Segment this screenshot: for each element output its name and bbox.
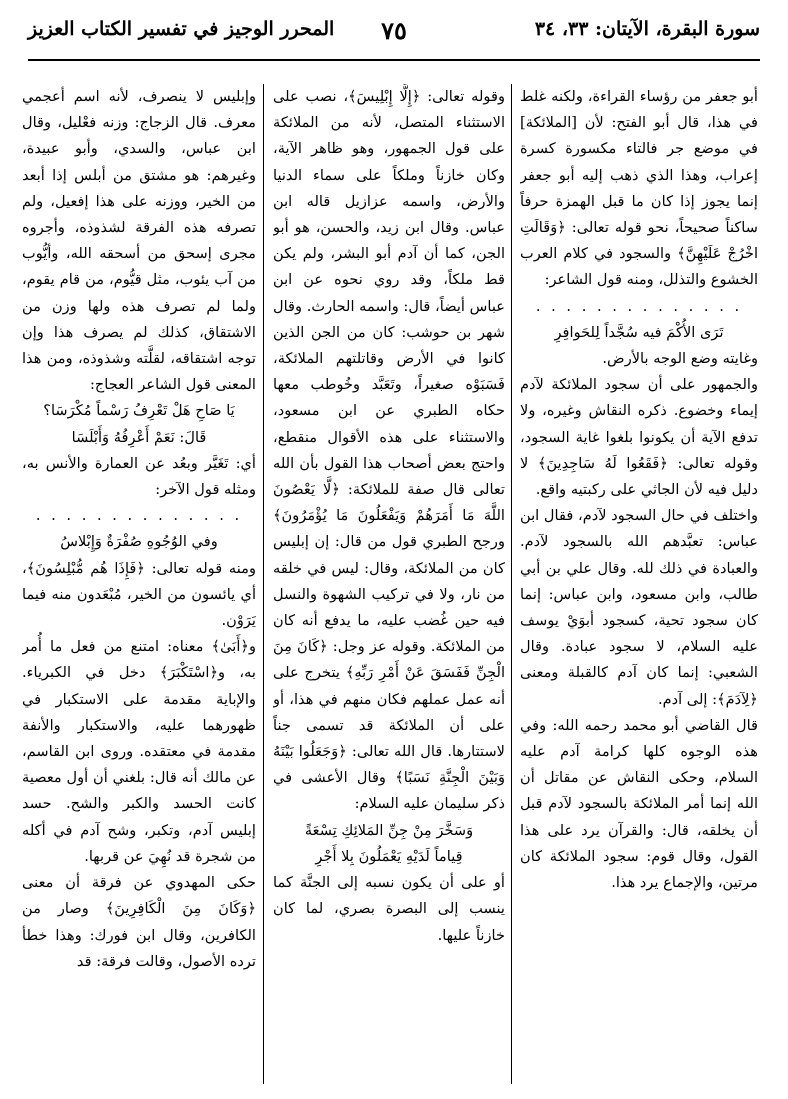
paragraph: وقوله تعالى: ﴿إِلَّا إِبْلِيسَ﴾، نصب على الاستثناء المتصل، لأنه من الملائكة على قول الجمهور، وهو ظاهر الآية، وكان خازناً وملكاً على سماء الدنيا والأرض، واسمه عزازيل قاله ابن عباس. وقال ابن زيد، والحسن، هو أبو الجن، كما أن آدم أبو البشر، ولم يكن قط ملكاً، وقد روي نحوه عن ابن عباس أيضاً، قال: واسمه الحارث. وقال شهر بن حوشب: كان من الجن الذين كانوا في الأرض وقاتلتهم الملائكة، فَسَبَوْه صغيراً، وتَعَبَّد وخُوطب معها حكاه الطبري عن ابن مسعود، والاستثناء على هذه الأقوال منقطع، واحتج بعض أصحاب هذا القول بأن الله تعالى قال صفة للملائكة: ﴿لَّا يَعْصُونَ اللَّهَ مَا أَمَرَهُمْ وَيَفْعَلُونَ مَا يُؤْمَرُونَ﴾ ورجح الطبري قول من قال: إن إبليس كان من الملائكة، وقال: ليس في خلقه من نار، ولا في تركيب الشهوة والنسل فيه حين غُضب عليه، ما يدفع أنه كان من الملائكة. وقوله عز وجل: ﴿كَانَ مِنَ الْجِنِّ فَفَسَقَ عَنْ أَمْرِ رَبِّهِ﴾ يتخرج على أنه عمل عملهم فكان منهم في هذا، أو على أن الملائكة قد تسمى جناً لاستتارها. قال الله تعالى: ﴿وَجَعَلُوا بَيْنَهُ وَبَيْنَ الْجِنَّةِ نَسَبًا﴾ وقال الأعشى في ذكر سليمان عليه السلام: — [273, 88, 505, 813]
paragraph: أي: تَغَيَّر وبعُد عن العمارة والأنس به، ومثله قول الآخر: — [22, 454, 256, 499]
column-left — [22, 84, 256, 1084]
paragraph: أبو جعفر من رؤساء القراءة، ولكنه غلط في هذا، قال أبو الفتح: لأن [الملائكة] في موضع جر فالتاء مكسورة كسرة إعراب، وهذا الذي ذهب إليه أبو جعفر إنما يجوز إذا كان ما قبل الهمزة حرفاً ساكناً صحيحاً، نحو قوله تعالى: ﴿وَقَالَتِ اخْرُجْ عَلَيْهِنَّ﴾ والسجود في كلام العرب الخشوع والتذلل، ومنه قول الشاعر: — [520, 88, 758, 289]
paragraph: و﴿أَبَىٰ﴾ معناه: امتنع من فعل ما أُمر به، و﴿اسْتَكْبَرَ﴾ دخل في الكبرياء. والإباية مقدمة على الاستكبار في ظهورهما عليه، والاستكبار والأنفة مقدمة في معتقده. وروى ابن القاسم، عن مالك أنه قال: بلغني أن أول معصية كانت الحسد والكبر والشح. حسد إبليس آدم، وتكبر، وشح آدم في أكله من شجرة قد نُهِيَ عن قربها. — [22, 638, 256, 865]
paragraph: وإبليس لا ينصرف، لأنه اسم أعجمي معرف. قال الزجاج: وزنه فعْليل، وقال ابن عباس، والسدي، وأبو عبيدة، وغيرهم: هو مشتق من أبلس إذا أبعد من الخير، ووزنه على هذا إفعيل، ولم تصرفه هذه الفرقة لشذوذه، وأجروه مجرى إسحق من أسحقه الله، وأيُّوب من آب يئوب، مثل قيُّوم، من قام يقوم، ولما لم تصرف هذه ولها وزن من الاشتقاق، كذلك لم يصرف هذا وإن توجه اشتقاقه، لقلَّته وشذوذه، ومن هذا المعنى قول الشاعر العجاج: — [22, 88, 256, 394]
page-number: ٧٥ — [381, 16, 407, 45]
poetry-verse: يَا صَاحِ هَلْ تَعْرِفُ رَسْماً مُكْرَسَا؟ — [43, 402, 235, 420]
verse-omission: . . . . . . . . . . . . . . — [35, 507, 243, 525]
page-header — [28, 18, 760, 58]
paragraph: أو على أن يكون نسبه إلى الجنَّة كما ينسب إلى البصرة بصري، لما كان خازناً عليها. — [273, 874, 505, 944]
paragraph: ومنه قوله تعالى: ﴿فَإِذَا هُم مُّبْلِسُونَ﴾، أي يائسون من الخير، مُبْعَدون منه فيما يَرَوْن. — [22, 559, 256, 630]
column-divider — [263, 84, 264, 1084]
book-title: المحرر الوجيز في تفسير الكتاب العزيز — [28, 18, 335, 40]
poetry-verse: وَسَخَّرَ مِنْ جِنِّ المَلائِكِ تِسْعَةً — [304, 821, 474, 839]
poetry-verse: قِياماً لَدَيْهِ يَعْمَلُونَ بِلا أَجْرِ — [315, 847, 463, 865]
poetry-verse: قَالَ: نَعَمْ أَعْرِفُهُ وَأَبْلَسَا — [71, 428, 207, 446]
column-divider — [511, 84, 512, 1084]
paragraph: حكى المهدوي عن فرقة أن معنى ﴿وَكَانَ مِنَ الْكَافِرِينَ﴾ وصار من الكافرين، وقال ابن فورك: وهذا خطأ ترده الأصول، وقالت فرقة: قد — [22, 874, 256, 970]
paragraph: قال القاضي أبو محمد رحمه الله: وفي هذه الوجوه كلها كرامة آدم عليه السلام، وحكى النقاش عن مقاتل أن الله إنما أمر الملائكة بالسجود لآدم قبل أن يخلقه، قال: والقرآن يرد على هذا القول، وقال قوم: سجود الملائكة كان مرتين، والإجماع يرد هذا. — [520, 716, 758, 892]
paragraph: والجمهور على أن سجود الملائكة لآدم إيماء وخضوع. ذكره النقاش وغيره، ولا تدفع الآية أن يكونوا بلغوا غاية السجود، وقوله تعالى: ﴿فَقَعُوا لَهُ سَاجِدِينَ﴾ لا دليل فيه لأن الجاثي على ركبتيه واقع. — [520, 376, 758, 499]
poetry-verse: تَرَى الأُكْمَ فيه سُجَّداً لِلحَوافِرِ — [554, 323, 724, 341]
poetry-verse: وفي الوُجُوهِ صُفْرَةٌ وَإِبْلاسُ — [60, 533, 218, 551]
surah-reference: سورة البقرة، الآيتان: ٣٣، ٣٤ — [534, 18, 760, 40]
column-right — [520, 84, 758, 1084]
header-rule — [28, 59, 760, 61]
verse-omission: . . . . . . . . . . . . . . — [535, 297, 743, 315]
paragraph: وغايته وضع الوجه بالأرض. — [602, 350, 758, 368]
paragraph: واختلف في حال السجود لآدم، فقال ابن عباس: تعبَّدهم الله بالسجود لآدم. والعبادة في ذلك لله. وقال علي بن أبي طالب، وابن مسعود، وابن عباس: إنما كان سجود تحية، كسجود أبوَيْ يوسف عليه السلام، لا سجود عبادة. وقال الشعبي: إنما كان آدم كالقبلة ومعنى ﴿لِآدَمَ﴾: إلى آدم. — [520, 507, 758, 708]
column-middle — [273, 84, 505, 1084]
